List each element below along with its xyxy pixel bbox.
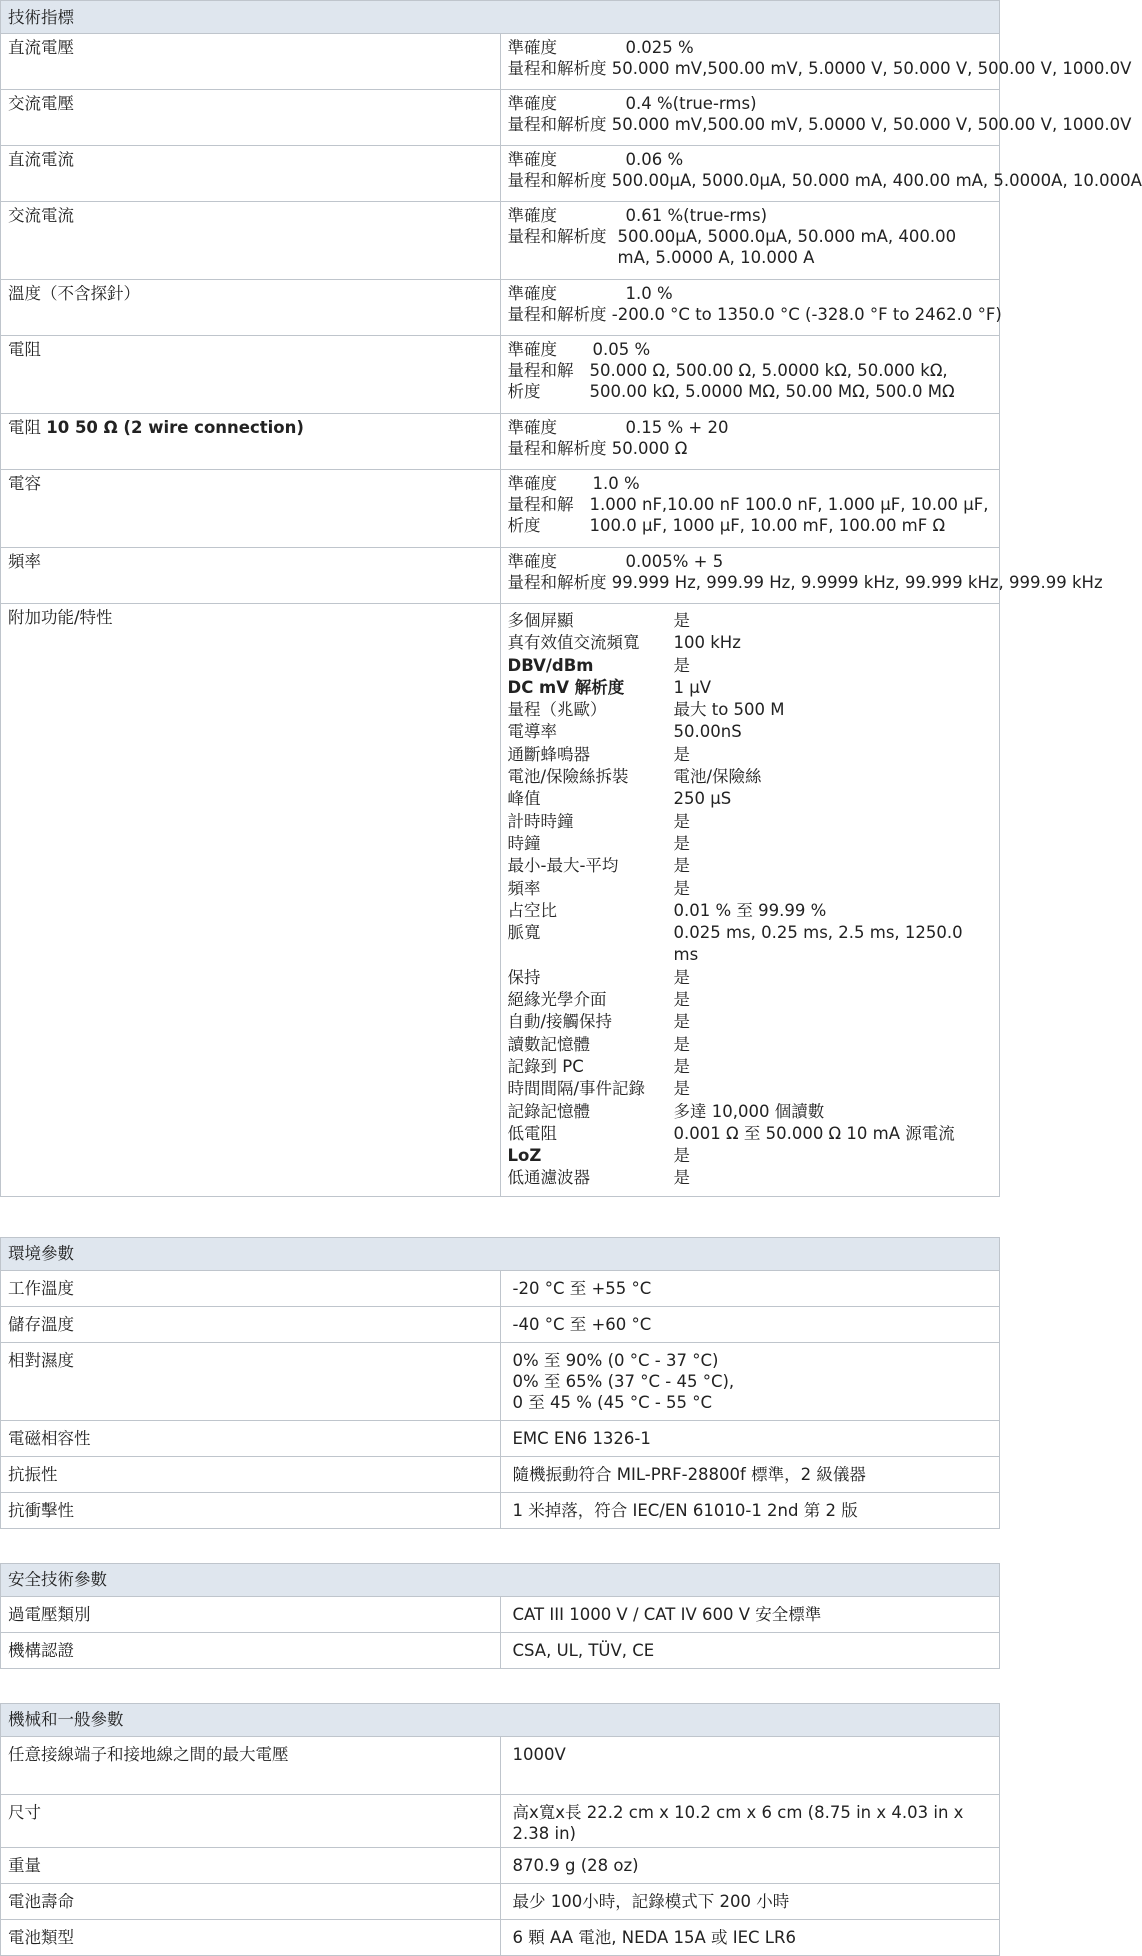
safety-row: [1, 1632, 1000, 1668]
section-gap: [0, 1669, 1000, 1703]
safety-spec-table: [0, 1563, 1000, 1669]
feature-value: 是: [673, 990, 690, 1010]
humidity-line: 0% 至 65% (37 °C - 45 °C),: [512, 1371, 735, 1391]
row-key-bold: 10 50 Ω (2 wire connection): [46, 418, 304, 437]
feature-value: 是: [673, 1034, 690, 1054]
row-key: 抗振性: [1, 1456, 501, 1492]
safety-row: [1, 1596, 1000, 1632]
row-key: 過電壓類別: [1, 1596, 501, 1632]
row-value: [500, 280, 1000, 336]
mech-row: [1, 1736, 1000, 1794]
env-row: [1, 1270, 1000, 1306]
spec-row-dc-voltage: [1, 34, 1000, 90]
accuracy-value: 0.005% + 5: [625, 552, 724, 571]
feature-value: 是: [673, 655, 690, 675]
row-value: -20 °C 至 +55 °C: [500, 1270, 1000, 1306]
accuracy-label: 準確度: [507, 206, 557, 225]
feature-label: 通斷蜂鳴器: [507, 744, 590, 764]
row-key: 電池壽命: [1, 1883, 501, 1919]
section-header-env: 環境參數: [1, 1237, 1000, 1270]
row-key: 頻率: [1, 548, 501, 604]
env-row: [1, 1492, 1000, 1528]
range-label: 量程和解析度: [507, 495, 574, 535]
row-key: 直流電壓: [1, 34, 501, 90]
range-value: 1.000 nF,10.00 nF 100.0 nF, 1.000 µF, 10.00 µF, 100.0 µF, 1000 µF, 10.00 mF, 100.00 mF Ω: [589, 495, 989, 535]
feature-label: LoZ: [507, 1146, 542, 1166]
accuracy-value: 1.0 %: [625, 284, 673, 303]
accuracy-label: 準確度: [507, 38, 557, 57]
range-value: 50.000 Ω, 500.00 Ω, 5.0000 kΩ, 50.000 kΩ, 500.00 kΩ, 5.0000 MΩ, 50.00 MΩ, 500.0 MΩ: [589, 361, 955, 401]
env-row: [1, 1456, 1000, 1492]
feature-value: 是: [673, 833, 690, 853]
feature-value: 是: [673, 811, 690, 831]
feature-label: 計時時鐘: [507, 811, 574, 831]
accuracy-value: 0.025 %: [625, 38, 694, 57]
feature-label: DBV/dBm: [507, 655, 594, 675]
feature-value: 100 kHz: [673, 633, 741, 653]
row-value: [500, 470, 1000, 548]
row-value: 最少 100小時，記錄模式下 200 小時: [500, 1883, 1000, 1919]
row-key: 儲存溫度: [1, 1306, 501, 1342]
row-key: 工作溫度: [1, 1270, 501, 1306]
row-value: [500, 336, 1000, 414]
range-label: 量程和解析度: [507, 115, 607, 134]
row-value: [500, 548, 1103, 604]
feature-label: 量程（兆歐）: [507, 700, 607, 720]
feature-label: 真有效值交流頻寬: [507, 633, 640, 653]
row-key: 電容: [1, 470, 501, 548]
feature-label: DC mV 解析度: [507, 677, 625, 697]
feature-label: 保持: [507, 967, 541, 987]
accuracy-label: 準確度: [507, 150, 557, 169]
row-value: [500, 90, 1132, 146]
feature-label: 多個屏顯: [507, 611, 574, 630]
row-key-cjk: 電阻: [8, 418, 47, 437]
feature-value: 是: [673, 611, 690, 630]
feature-label: 頻率: [507, 878, 541, 898]
spec-row-frequency: [1, 548, 1000, 604]
feature-value: 多達 10,000 個讀數: [673, 1101, 825, 1121]
humidity-line: 0% 至 90% (0 °C - 37 °C): [512, 1350, 719, 1370]
accuracy-label: 準確度: [507, 284, 557, 303]
feature-value: 是: [673, 878, 690, 898]
feature-value: 是: [673, 1168, 690, 1188]
accuracy-label: 準確度: [507, 474, 557, 493]
range-label: 量程和解析度: [507, 227, 607, 246]
accuracy-label: 準確度: [507, 340, 557, 359]
feature-label: 時鐘: [507, 833, 541, 853]
feature-label: 低通濾波器: [507, 1168, 590, 1188]
row-value: [500, 202, 1000, 280]
range-value: 99.999 Hz, 999.99 Hz, 9.9999 kHz, 99.999 kHz, 999.99 kHz: [611, 573, 1103, 592]
mech-row: [1, 1794, 1000, 1847]
feature-label: 時間間隔/事件記錄: [507, 1079, 646, 1099]
feature-value: 是: [673, 1056, 690, 1076]
accuracy-value: 0.61 %(true-rms): [625, 206, 768, 225]
feature-value: 0.001 Ω 至 50.000 Ω 10 mA 源電流: [673, 1123, 955, 1143]
feature-value: 是: [673, 744, 690, 764]
spec-row-ac-current: [1, 202, 1000, 280]
feature-label: 讀數記憶體: [507, 1034, 590, 1054]
row-key: 交流電壓: [1, 90, 501, 146]
row-key: 電阻: [1, 336, 501, 414]
accuracy-value: 0.06 %: [625, 150, 684, 169]
range-label: 量程和解析度: [507, 171, 607, 190]
range-label: 量程和解析度: [507, 305, 607, 324]
feature-label: 絕緣光學介面: [507, 990, 607, 1010]
row-key: 附加功能/特性: [1, 604, 501, 1197]
humidity-line: 0 至 45 % (45 °C - 55 °C: [512, 1392, 713, 1412]
range-value: -200.0 °C to 1350.0 °C (-328.0 °F to 2462.0 °F): [611, 305, 1002, 324]
spec-row-ac-voltage: [1, 90, 1000, 146]
feature-value: 是: [673, 856, 690, 876]
row-key: [1, 414, 501, 470]
feature-value: 是: [673, 1146, 690, 1166]
feature-value: 是: [673, 1079, 690, 1099]
feature-value: 是: [673, 967, 690, 987]
feature-value: 電池/保險絲: [673, 767, 762, 787]
section-header-tech: 技術指標: [1, 1, 1000, 34]
range-label: 量程和解析度: [507, 59, 607, 78]
feature-label: 最小-最大-平均: [507, 856, 619, 876]
row-key: 尺寸: [1, 1794, 501, 1847]
row-value: 1000V: [500, 1736, 1000, 1794]
row-value: CSA, UL, TÜV, CE: [500, 1632, 1000, 1668]
row-key: 重量: [1, 1847, 501, 1883]
mech-row: [1, 1919, 1000, 1955]
feature-value: 50.00nS: [673, 722, 742, 742]
range-label: 量程和解析度: [507, 361, 574, 401]
env-spec-table: [0, 1237, 1000, 1529]
row-key: 直流電流: [1, 146, 501, 202]
feature-value: 最大 to 500 M: [673, 700, 785, 720]
row-key: 任意接線端子和接地線之間的最大電壓: [1, 1736, 501, 1794]
row-value: 6 顆 AA 電池, NEDA 15A 或 IEC LR6: [500, 1919, 1000, 1955]
range-value: 50.000 Ω: [611, 439, 688, 458]
row-value: 1 米掉落，符合 IEC/EN 61010-1 2nd 第 2 版: [500, 1492, 1000, 1528]
range-value: 500.00µA, 5000.0µA, 50.000 mA, 400.00 mA, 5.0000 A, 10.000 A: [617, 227, 957, 267]
range-label: 量程和解析度: [507, 573, 607, 592]
row-value: [500, 414, 1000, 470]
spec-row-dc-current: [1, 146, 1000, 202]
feature-value: 1 µV: [673, 677, 712, 697]
feature-value: 0.025 ms, 0.25 ms, 2.5 ms, 1250.0 ms: [673, 923, 963, 965]
row-key: 交流電流: [1, 202, 501, 280]
row-value: [500, 34, 1132, 90]
feature-value: 250 µS: [673, 789, 732, 809]
features-list: [500, 604, 1000, 1197]
section-gap: [0, 1197, 1000, 1237]
accuracy-value: 0.4 %(true-rms): [625, 94, 757, 113]
accuracy-label: 準確度: [507, 94, 557, 113]
section-header-mech: 機械和一般參數: [1, 1703, 1000, 1736]
env-row: [1, 1342, 1000, 1420]
accuracy-value: 1.0 %: [592, 474, 640, 493]
range-label: 量程和解析度: [507, 439, 607, 458]
row-value: 高x寬x長 22.2 cm x 10.2 cm x 6 cm (8.75 in x 4.03 in x 2.38 in): [500, 1794, 1000, 1847]
row-key: 抗衝擊性: [1, 1492, 501, 1528]
feature-label: 電導率: [507, 722, 557, 742]
spec-row-capacitance: [1, 470, 1000, 548]
feature-label: 脈寬: [507, 923, 541, 943]
accuracy-value: 0.15 % + 20: [625, 418, 729, 437]
row-key: 相對濕度: [1, 1342, 501, 1420]
spec-row-resistance-2wire: [1, 414, 1000, 470]
mech-row: [1, 1847, 1000, 1883]
feature-value: 是: [673, 1012, 690, 1032]
env-row: [1, 1420, 1000, 1456]
accuracy-label: 準確度: [507, 552, 557, 571]
mech-spec-table: [0, 1703, 1000, 1956]
feature-label: 峰值: [507, 789, 541, 809]
feature-label: 自動/接觸保持: [507, 1012, 613, 1032]
row-key: 機構認證: [1, 1632, 501, 1668]
env-row: [1, 1306, 1000, 1342]
row-value: CAT III 1000 V / CAT IV 600 V 安全標準: [500, 1596, 1000, 1632]
row-value: [500, 146, 1142, 202]
feature-label: 占空比: [507, 900, 557, 920]
feature-label: 記錄到 PC: [507, 1056, 584, 1076]
feature-label: 記錄記憶體: [507, 1101, 590, 1121]
accuracy-value: 0.05 %: [592, 340, 651, 359]
feature-label: 低電阻: [507, 1123, 557, 1143]
row-key: 電磁相容性: [1, 1420, 501, 1456]
row-key: 電池類型: [1, 1919, 501, 1955]
row-value: [500, 1342, 1000, 1420]
range-value: 50.000 mV,500.00 mV, 5.0000 V, 50.000 V, 500.00 V, 1000.0V: [611, 59, 1132, 78]
row-value: 隨機振動符合 MIL-PRF-28800f 標準，2 級儀器: [500, 1456, 1000, 1492]
range-value: 500.00µA, 5000.0µA, 50.000 mA, 400.00 mA, 5.0000A, 10.000A: [611, 171, 1142, 190]
features-grid: [508, 610, 993, 1190]
row-value: -40 °C 至 +60 °C: [500, 1306, 1000, 1342]
row-key: 溫度（不含探針）: [1, 280, 501, 336]
spec-row-resistance: [1, 336, 1000, 414]
spec-row-features: [1, 604, 1000, 1197]
row-value: 870.9 g (28 oz): [500, 1847, 1000, 1883]
feature-label: 電池/保險絲拆裝: [507, 767, 629, 787]
accuracy-label: 準確度: [507, 418, 557, 437]
section-gap: [0, 1529, 1000, 1563]
mech-row: [1, 1883, 1000, 1919]
spec-row-temperature: [1, 280, 1000, 336]
row-value: EMC EN6 1326-1: [500, 1420, 1000, 1456]
feature-value: 0.01 % 至 99.99 %: [673, 900, 827, 920]
range-value: 50.000 mV,500.00 mV, 5.0000 V, 50.000 V, 500.00 V, 1000.0V: [611, 115, 1132, 134]
section-header-safety: 安全技術參數: [1, 1563, 1000, 1596]
